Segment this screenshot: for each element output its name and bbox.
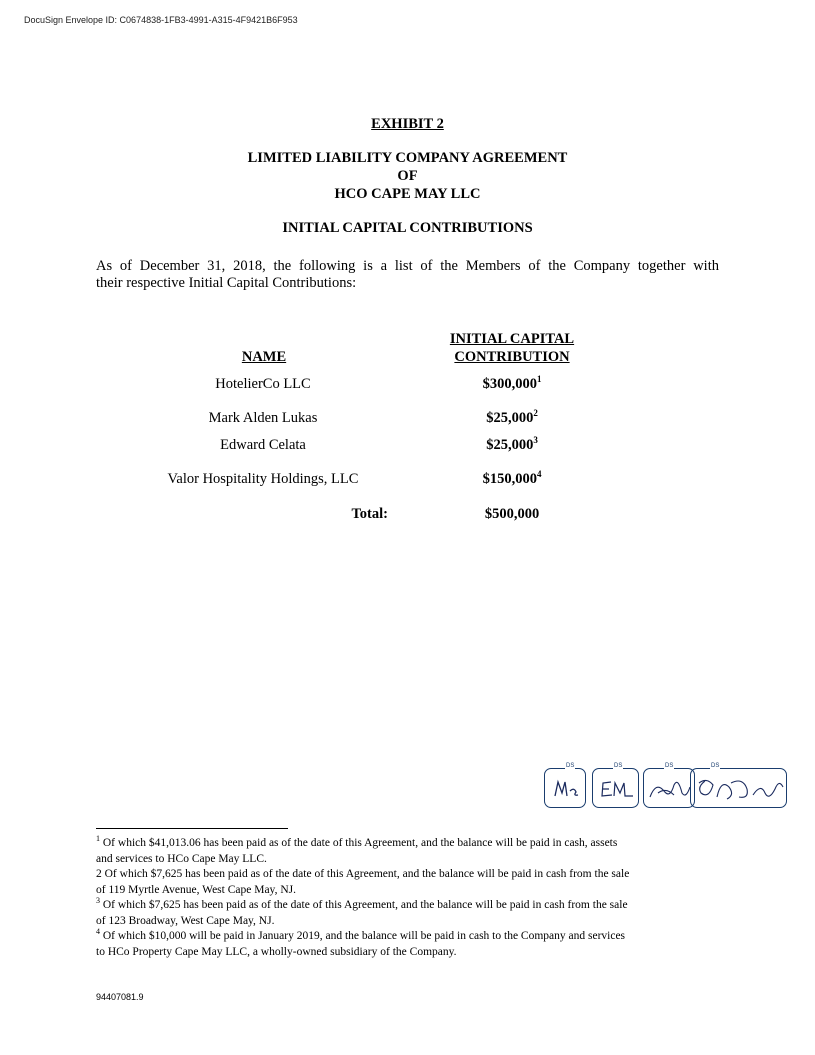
total-amount: $500,000 — [484, 506, 540, 522]
footnote-2: 2 Of which $7,625 has been paid as of the date of this Agreement, and the balance will be paid in cash from the sale of 119 Myrtle Avenue, West Cape May, NJ. — [96, 868, 630, 896]
ds-tag: DS — [711, 763, 720, 769]
ds-tag: DS — [566, 763, 575, 769]
total-label: Total: — [351, 506, 388, 522]
footnote-divider — [96, 828, 288, 829]
footnote-4: $^4$ Of which $10,000 will be paid in January 2019, and the balance will be paid in cash to the Company and services to HCo Property Cape May LLC, a wholly-owned subsidiary of the Company. — [96, 927, 626, 958]
initial-box-4[interactable] — [690, 768, 787, 808]
name-header: NAME — [241, 349, 287, 365]
initial-box-2[interactable] — [592, 768, 639, 808]
amount-header-line-2: CONTRIBUTION — [454, 349, 570, 365]
footnote-3: $^3$ Of which $7,625 has been paid as of the date of this Agreement, and the balance will be paid in cash from the sale of 123 Broadway, West Cape May, NJ. — [96, 896, 628, 927]
initials-signature-icon — [545, 769, 585, 807]
member-name: HotelierCo LLC — [215, 376, 311, 392]
ds-tag: DS — [665, 763, 674, 769]
title-line-1: LIMITED LIABILITY COMPANY AGREEMENT — [247, 150, 568, 166]
member-contribution: $25,000$^2$ — [486, 408, 538, 426]
member-contribution: $300,000$^1$ — [482, 374, 542, 392]
member-name: Mark Alden Lukas — [208, 410, 318, 426]
initials-signature-icon — [593, 769, 638, 807]
initials-signature-icon — [691, 769, 786, 807]
intro-line-2: their respective Initial Capital Contributions: — [96, 275, 357, 291]
initial-box-3[interactable] — [643, 768, 695, 808]
initials-signature-icon — [644, 769, 694, 807]
member-contribution: $150,000$^4$ — [482, 469, 542, 487]
document-number: 94407081.9 — [96, 992, 144, 1002]
member-name: Edward Celata — [220, 437, 306, 453]
amount-header-line-1: INITIAL CAPITAL — [449, 331, 575, 347]
exhibit-heading: EXHIBIT 2 — [371, 116, 444, 132]
initial-box-1[interactable] — [544, 768, 586, 808]
intro-paragraph — [96, 258, 719, 292]
member-name: Valor Hospitality Holdings, LLC — [167, 471, 359, 487]
title-line-3: HCO CAPE MAY LLC — [334, 186, 481, 202]
title-line-2: OF — [397, 168, 418, 184]
ds-tag: DS — [614, 763, 623, 769]
footnote-1: $^1$ Of which $41,013.06 has been paid as of the date of this Agreement, and the balance will be paid in cash, assets and services to HCo Cape May LLC. — [96, 834, 618, 865]
section-heading: INITIAL CAPITAL CONTRIBUTIONS — [282, 220, 533, 236]
intro-line-1: As of December 31, 2018, the following is a list of the Members of the Company together with — [96, 258, 719, 274]
member-contribution: $25,000$^3$ — [486, 435, 538, 453]
docusign-envelope-id: DocuSign Envelope ID: C0674838-1FB3-4991-A315-4F9421B6F953 — [24, 15, 298, 25]
